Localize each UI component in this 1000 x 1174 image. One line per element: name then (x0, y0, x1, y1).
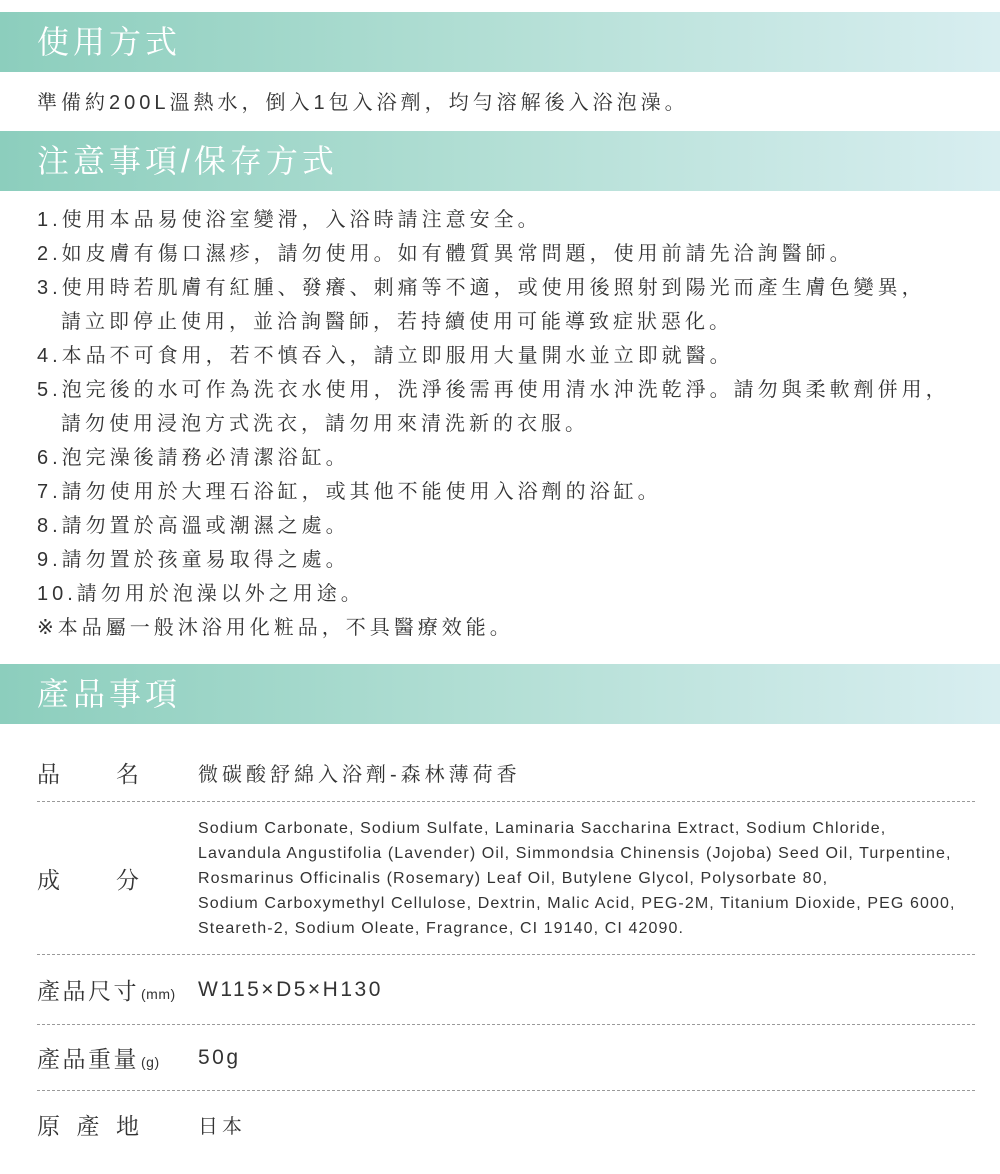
spec-label-size-cell (37, 973, 198, 1006)
product-spec-table (37, 744, 975, 1157)
spec-label-size: 產品尺寸 (37, 978, 139, 1004)
precaution-line: 3.使用時若肌膚有紅腫、發癢、刺痛等不適，或使用後照射到陽光而產生膚色變異， (37, 277, 926, 299)
precaution-item (37, 373, 1000, 441)
precaution-note-line: ※本品屬一般沐浴用化粧品，不具醫療效能。 (37, 617, 514, 639)
usage-section-header: 使用方式 (0, 12, 1000, 72)
precaution-line: 4.本品不可食用，若不慎吞入，請立即服用大量開水並立即就醫。 (37, 345, 734, 367)
spec-label-size-unit: (mm) (141, 986, 176, 1002)
spec-row-origin (37, 1091, 975, 1157)
precaution-line: 9.請勿置於孩童易取得之處。 (37, 549, 350, 571)
spec-row-ingredients (37, 802, 975, 955)
spec-label-weight-cell (37, 1041, 198, 1074)
spec-label-origin (37, 1108, 139, 1141)
spec-label-name-cell (37, 756, 198, 789)
usage-instructions: 準備約200L溫熱水，倒入1包入浴劑，均勻溶解後入浴泡澡。 (37, 92, 689, 114)
precaution-item (37, 237, 1000, 271)
spec-label-name (37, 756, 139, 789)
product-section-header: 產品事項 (0, 664, 1000, 724)
precaution-item (37, 543, 1000, 577)
precautions-list (0, 203, 1000, 645)
spec-row-weight (37, 1025, 975, 1091)
ingredients-line: Sodium Carboxymethyl Cellulose, Dextrin, Malic Acid, PEG-2M, Titanium Dioxide, PEG 6000, (198, 894, 956, 912)
precaution-note (37, 611, 1000, 645)
label-char: 產 (76, 1112, 100, 1139)
precautions-section-header: 注意事項/保存方式 (0, 131, 1000, 191)
precaution-line-continued: 請立即停止使用，並洽詢醫師，若持續使用可能導致症狀惡化。 (61, 311, 733, 333)
label-char: 品 (37, 761, 60, 787)
spec-label-ingredients-cell (37, 862, 198, 895)
label-char: 分 (116, 866, 139, 893)
precaution-line: 7.請勿使用於大理石浴缸，或其他不能使用入浴劑的浴缸。 (37, 481, 662, 503)
precaution-line: 10.請勿用於泡澡以外之用途。 (37, 583, 365, 605)
spec-value-name: 微碳酸舒綿入浴劑-森林薄荷香 (198, 764, 521, 786)
label-char: 成 (37, 866, 60, 893)
spec-value-origin: 日本 (198, 1115, 246, 1138)
ingredients-line: Lavandula Angustifolia (Lavender) Oil, Simmondsia Chinensis (Jojoba) Seed Oil, Turpentine, (198, 844, 952, 862)
precaution-line: 6.泡完澡後請務必清潔浴缸。 (37, 447, 350, 469)
ingredients-line: Sodium Carbonate, Sodium Sulfate, Laminaria Saccharina Extract, Sodium Chloride, (198, 819, 887, 837)
label-char: 名 (116, 761, 139, 787)
ingredients-line: Rosmarinus Officinalis (Rosemary) Leaf Oil, Butylene Glycol, Polysorbate 80, (198, 869, 829, 887)
label-char: 地 (116, 1112, 139, 1139)
spec-value-ingredients (198, 816, 956, 941)
spec-label-weight: 產品重量 (37, 1046, 139, 1072)
precaution-item (37, 509, 1000, 543)
spec-row-name (37, 744, 975, 802)
precaution-line-continued: 請勿使用浸泡方式洗衣，請勿用來清洗新的衣服。 (61, 413, 589, 435)
precaution-item (37, 577, 1000, 611)
precaution-line: 5.泡完後的水可作為洗衣水使用，洗淨後需再使用清水沖洗乾淨。請勿與柔軟劑併用， (37, 379, 950, 401)
precaution-line: 2.如皮膚有傷口濕疹，請勿使用。如有體質異常問題，使用前請先洽詢醫師。 (37, 243, 854, 265)
precaution-line: 1.使用本品易使浴室變滑，入浴時請注意安全。 (37, 209, 542, 231)
precaution-line: 8.請勿置於高溫或潮濕之處。 (37, 515, 350, 537)
spec-value-weight: 50g (198, 1045, 241, 1069)
precaution-item (37, 203, 1000, 237)
label-char: 原 (37, 1112, 60, 1139)
spec-label-weight-unit: (g) (141, 1054, 160, 1070)
precaution-item (37, 271, 1000, 339)
ingredients-line: Steareth-2, Sodium Oleate, Fragrance, CI 19140, CI 42090. (198, 919, 685, 937)
spec-row-size (37, 955, 975, 1025)
spec-label-origin-cell (37, 1108, 198, 1141)
precaution-item (37, 475, 1000, 509)
precaution-item (37, 339, 1000, 373)
spec-value-size: W115×D5×H130 (198, 977, 383, 1001)
spec-label-ingredients (37, 862, 139, 895)
precaution-item (37, 441, 1000, 475)
